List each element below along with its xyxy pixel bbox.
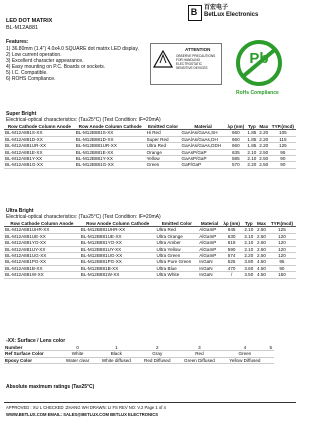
cell: 635: [226, 149, 246, 155]
cell: BL-M12A881G-XX: [4, 162, 75, 168]
feature-item: 6) ROHS Compliance.: [6, 76, 56, 82]
cell: 645: [221, 227, 243, 233]
col-header: λp (nm): [227, 124, 245, 129]
cell: Number: [4, 345, 60, 351]
cell: 2.50: [259, 156, 269, 162]
feature-item: 3) Excellent character appearance.: [6, 58, 84, 64]
cell: Ultra Red: [156, 227, 199, 233]
cell: 1.85: [247, 143, 257, 149]
cell: InGaN: [198, 259, 221, 265]
cell: 470: [221, 265, 243, 271]
brand-name-cn: 百宏电子: [204, 5, 229, 11]
cell: 120: [268, 246, 296, 252]
attention-text: OBSERVE PRECAUTIONS FOR HANDLING ELECTROSTATIC SENSITIVE DEVICES: [176, 54, 216, 70]
cell: 2: [138, 345, 177, 351]
cell: AlGaInP: [198, 246, 221, 252]
cell: Hi Red: [146, 130, 181, 136]
cell: 2.50: [257, 227, 266, 233]
cell: 2.10: [247, 156, 257, 162]
cell: GaAsP/GaP: [181, 149, 226, 155]
surface-title: -XX: Surface / Lens color: [6, 338, 66, 344]
col-header: TYP.(mcd): [270, 124, 296, 130]
cell: AlGaInP: [198, 240, 221, 246]
cell: 2.20: [247, 162, 257, 168]
cell: InGaN: [198, 265, 221, 271]
cell: Green: [222, 351, 268, 357]
cell: Ultra Amber: [156, 240, 199, 246]
cell: Green: [146, 162, 181, 168]
cell: Ultra Pure Green: [156, 259, 199, 265]
cell: Gray: [138, 351, 177, 357]
part-number: BL-M12A881: [6, 25, 39, 31]
cell: BL-M12B881UE-XX: [80, 233, 156, 239]
cell: 2.50: [257, 253, 266, 259]
col-header: Row Cathode Column Anode: [4, 124, 75, 130]
cell: BL-M12A881S-XX: [4, 130, 75, 136]
cell: Water clear: [60, 357, 95, 363]
col-header: Material: [181, 124, 226, 130]
cell: 150: [268, 272, 296, 278]
cell: Green Diffused: [177, 357, 222, 363]
cell: BL-M12A881UG-XX: [4, 253, 80, 259]
ultra-bright-title: Ultra Bright: [6, 208, 34, 214]
super-bright-title: Super Bright: [6, 111, 37, 117]
rohs-label: RoHs Compliance: [236, 90, 279, 96]
cell: 3: [177, 345, 222, 351]
col-header: Max: [257, 221, 266, 226]
col-header: Emitted Color: [156, 221, 199, 227]
cell: GaAsP/GaP: [181, 156, 226, 162]
features-label: Features:: [6, 39, 29, 45]
cell: BL-M12B881D-XX: [75, 136, 146, 142]
cell: Yellow Diffused: [222, 357, 268, 363]
cell: 2.10: [244, 233, 254, 239]
cell: 95: [268, 259, 296, 265]
cell: 4.50: [257, 265, 266, 271]
cell: BL-M12B881UR-XX: [75, 143, 146, 149]
cell: GaAlAs/GaAs,DH: [181, 136, 226, 142]
ultra-bright-table: [4, 221, 296, 279]
cell: GaP/GaP: [181, 162, 226, 168]
cell: 90: [270, 156, 296, 162]
col-header: Max: [259, 124, 269, 129]
surface-color-table: [4, 345, 274, 364]
col-header: Row Anode Column Cathode: [80, 221, 156, 227]
cell: 90: [270, 162, 296, 168]
cell: Ultra Green: [156, 253, 199, 259]
cell: 570: [226, 162, 246, 168]
cell: White diffused: [95, 357, 138, 363]
cell: BL-M12A881YO-XX: [4, 240, 80, 246]
cell: BL-M12A881UR-XX: [4, 143, 75, 149]
footer-contact-line: WWW.BETLUX.COM EMAIL: SALES@BETLUX.COM BETLUX ELECTRONICS: [6, 412, 159, 417]
esd-warning-icon: [153, 50, 173, 68]
abs-max-title: Absolute maximum ratings (Ta≥25°C): [6, 384, 95, 390]
cell: Epoxy Color: [4, 357, 60, 363]
cell: Ultra Red: [146, 143, 181, 149]
cell: AlGaInP: [198, 233, 221, 239]
cell: InGaN: [198, 272, 221, 278]
super-bright-table: [4, 124, 296, 169]
cell: 2.50: [259, 162, 269, 168]
cell: AlGaInP: [198, 253, 221, 259]
cell: 2.20: [259, 136, 269, 142]
col-header: Row Cathode Column Anode: [4, 221, 80, 227]
cell: 120: [268, 240, 296, 246]
cell: BL-M12A881PG-XX: [4, 259, 80, 265]
cell: 525: [221, 259, 243, 265]
cell: 120: [268, 253, 296, 259]
cell: Black: [95, 351, 138, 357]
cell: 619: [221, 240, 243, 246]
cell: BL-M12B881W-XX: [80, 272, 156, 278]
cell: 3.60: [244, 265, 254, 271]
table-header-row: [4, 124, 296, 130]
cell: 3.80: [244, 259, 254, 265]
feature-item: 2) Low current operation.: [6, 52, 62, 58]
col-header: Emitted Color: [146, 124, 181, 130]
cell: 2.10: [247, 149, 257, 155]
cell: BL-M12B881PG-XX: [80, 259, 156, 265]
cell: BL-M12B881UG-XX: [80, 253, 156, 259]
col-header: Typ: [242, 221, 255, 227]
cell: 660: [226, 143, 246, 149]
cell: BL-M12B881E-XX: [75, 149, 146, 155]
cell: Orange: [146, 149, 181, 155]
col-header: λp (nm): [221, 221, 243, 227]
table-row: [4, 162, 296, 168]
cell: 0: [60, 345, 95, 351]
cell: Ultra White: [156, 272, 199, 278]
brand-name-en: BetLux Electronics: [204, 12, 259, 18]
cell: 574: [221, 253, 243, 259]
cell: BL-M12A881E-XX: [4, 149, 75, 155]
cell: 585: [226, 156, 246, 162]
cell: 2.10: [244, 246, 254, 252]
cell: 630: [221, 233, 243, 239]
cell: 125: [270, 143, 296, 149]
cell: BL-M12B881YO-XX: [80, 240, 156, 246]
cell: [268, 357, 274, 363]
cell: Ultra Blue: [156, 265, 199, 271]
cell: BL-M12B881UY-XX: [80, 246, 156, 252]
cell: 2.50: [257, 240, 266, 246]
cell: Ref Surface Color: [4, 351, 60, 357]
super-bright-subtitle: Electrical-optical characteristics: (Ta≥25°C) (Test Condition: IF=20mA): [6, 117, 161, 123]
cell: 2.50: [259, 149, 269, 155]
cell: 2.20: [244, 253, 254, 259]
cell: Yellow: [146, 156, 181, 162]
cell: 2.50: [257, 246, 266, 252]
cell: BL-M12A881UE-XX: [4, 233, 80, 239]
cell: Ultra Orange: [156, 233, 199, 239]
cell: 660: [226, 136, 246, 142]
cell: 660: [226, 130, 246, 136]
col-header: Row Anode Column Cathode: [75, 124, 146, 130]
cell: BL-M12A881UHR-XX: [4, 227, 80, 233]
attention-title: ATTENTION: [185, 47, 211, 52]
cell: 2.20: [259, 143, 269, 149]
cell: GaAlAs/GaAs,SH: [181, 130, 226, 136]
cell: BL-M12A881Y-XX: [4, 156, 75, 162]
cell: 4.50: [257, 259, 266, 265]
cell: BL-M12A881W-XX: [4, 272, 80, 278]
cell: 4: [222, 345, 268, 351]
feature-item: 5) I.C. Compatible.: [6, 70, 48, 76]
brand-logo-icon: B: [190, 7, 198, 17]
cell: BL-M12B881Y-XX: [75, 156, 146, 162]
feature-item: 4) Easy mounting on P.C. Boards or sockets.: [6, 64, 106, 70]
cell: BL-M12B881UHR-XX: [80, 227, 156, 233]
cell: 4.50: [257, 272, 266, 278]
cell: White: [60, 351, 95, 357]
ultra-bright-subtitle: Electrical-optical characteristics: (Ta≥25°C) (Test Condition: IF=20mA): [6, 214, 161, 220]
cell: 1: [95, 345, 138, 351]
cell: 2.10: [244, 227, 254, 233]
col-header: Typ: [246, 124, 258, 130]
footer-approval-line: APPROVED : XU L CHECKED :ZHANG WH DRAWN: LI FS REV NO: V.2 Page 1 of 4: [6, 405, 166, 410]
cell: 115: [270, 136, 296, 142]
cell: Ultra Yellow: [156, 246, 199, 252]
cell: Red Diffused: [138, 357, 177, 363]
cell: BL-M12B881S-XX: [75, 130, 146, 136]
table-row: [4, 272, 296, 278]
cell: 90: [268, 265, 296, 271]
cell: BL-M12B881G-XX: [75, 162, 146, 168]
feature-item: 1) 36.80mm (1.4") 4.0x4.0 SQUARE dot matrix LED display.: [6, 46, 139, 52]
footer-divider: [4, 402, 296, 403]
cell: BL-M12B881B-XX: [80, 265, 156, 271]
cell: 3.50: [244, 272, 254, 278]
cell: 5: [269, 345, 273, 350]
cell: 590: [221, 246, 243, 252]
cell: 125: [268, 227, 296, 233]
cell: BL-M12A881D-XX: [4, 136, 75, 142]
pb-symbol: Pb: [249, 50, 269, 67]
cell: 105: [270, 130, 296, 136]
cell: GaAlAs/GaAs,DDH: [181, 143, 226, 149]
cell: 95: [270, 149, 296, 155]
cell: AlGaInP: [198, 227, 221, 233]
cell: 1.85: [247, 130, 257, 136]
document-title: LED DOT MATRIX: [6, 18, 53, 24]
table-row: [4, 357, 274, 363]
cell: /: [221, 272, 243, 278]
cell: BL-M12A881B-XX: [4, 265, 80, 271]
cell: 2.10: [244, 240, 254, 246]
cell: Super Red: [146, 136, 181, 142]
cell: BL-M12A881UY-XX: [4, 246, 80, 252]
col-header: Material: [198, 221, 221, 227]
cell: Red: [177, 351, 222, 357]
cell: 2.50: [257, 233, 266, 239]
cell: 1.85: [247, 136, 257, 142]
col-header: TYP.(mcd): [268, 221, 296, 227]
cell: 120: [268, 233, 296, 239]
cell: 2.20: [259, 130, 269, 136]
